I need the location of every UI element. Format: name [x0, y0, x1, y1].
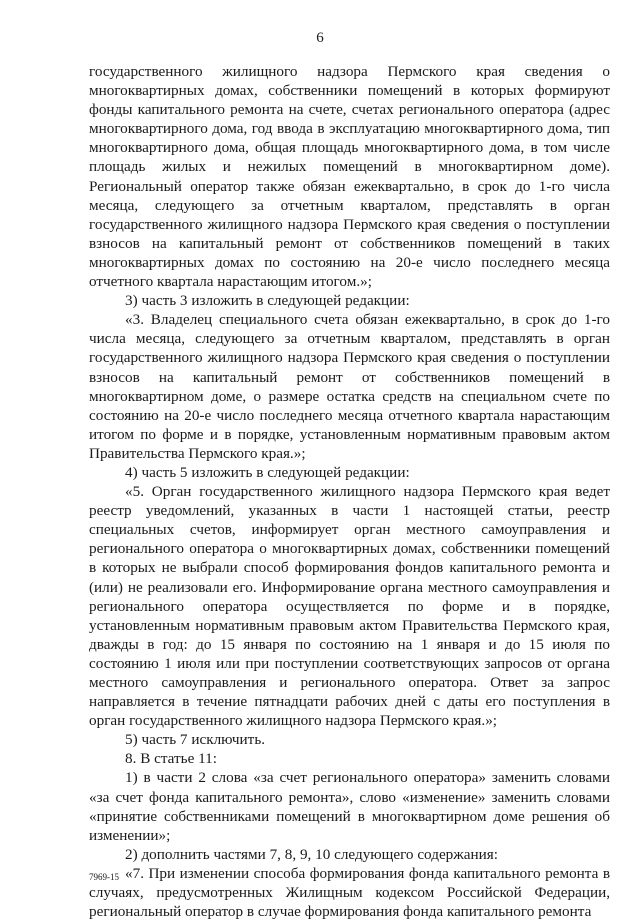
- paragraph-part-5-text: «5. Орган государственного жилищного надзора Пермского края ведет реестр уведомлений, указанных в части 1 настоящей статьи, реестр специальных счетов, информирует орган местного самоуправления и регионального оператора о многоквартирных домах, собственники помещений в которых не выбрали способ формирования фондов капитального ремонта и (или) не реализовали его. Информирование органа местного самоуправления и регионального оператора осуществляется по форме и в порядке, установленным нормативным правовым актом Правительства Пермского края, дважды в год: до 15 января по состоянию на 1 января и до 15 июля по состоянию 1 июля или при поступлении соответствующих запросов от органа местного самоуправления и регионального оператора. Ответ за запрос направляется в течение пятнадцати рабочих дней с даты его поступления в орган государственного жилищного надзора Пермского края.»;: [89, 483, 610, 730]
- paragraph-article-11: 8. В статье 11:: [125, 750, 217, 768]
- paragraph-item-3: 3) часть 3 изложить в следующей редакции:: [125, 292, 410, 310]
- document-code: 7969-15: [89, 872, 119, 882]
- document-body: [89, 62, 610, 921]
- paragraph-part-3-text: «3. Владелец специального счета обязан ежеквартально, в срок до 1-го числа месяца, следующего за отчетным кварталом, представлять в орган государственного жилищного надзора Пермского края сведения о поступлении взносов на капитальный ремонт от собственников помещений в многоквартирном доме, о размере остатка средств на специальном счете по состоянию на 20-е число последнего месяца отчетного квартала нарастающим итогом по форме и в порядке, установленным нормативным правовым актом Правительства Пермского края.»;: [89, 311, 610, 462]
- paragraph-article-11-item-1: 1) в части 2 слова «за счет регионального оператора» заменить словами «за счет фонда капитального ремонта», слово «изменение» заменить словами «принятие собственниками помещений в многоквартирном доме решения об изменении»;: [89, 769, 610, 844]
- paragraph-part-7-text: «7. При изменении способа формирования фонда капитального ремонта в случаях, предусмотренных Жилищным кодексом Российской Федерации, региональный оператор в случае формирования фонда капитального ремонта: [89, 864, 610, 921]
- paragraph-continuation: государственного жилищного надзора Пермского края сведения о многоквартирных домах, собственники помещений в которых формируют фонды капитального ремонта на счете, счетах регионального оператора (адрес многоквартирного дома, год ввода в эксплуатацию многоквартирного дома, тип многоквартирного дома, общая площадь многоквартирного дома, в том числе площадь жилых и нежилых помещений в многоквартирном доме). Региональный оператор также обязан ежеквартально, в срок до 1-го числа месяца, следующего за отчетным кварталом, представлять в орган государственного жилищного надзора Пермского края сведения о поступлении взносов на капитальный ремонт от собственников помещений в таких многоквартирных домах по состоянию на 20-е число последнего месяца отчетного квартала нарастающим итогом.»;: [89, 63, 610, 291]
- paragraph-article-11-item-2: 2) дополнить частями 7, 8, 9, 10 следующего содержания:: [125, 845, 498, 863]
- paragraph-item-4: 4) часть 5 изложить в следующей редакции:: [125, 463, 410, 481]
- page-number: 6: [316, 30, 324, 46]
- paragraph-item-5: 5) часть 7 исключить.: [125, 731, 266, 749]
